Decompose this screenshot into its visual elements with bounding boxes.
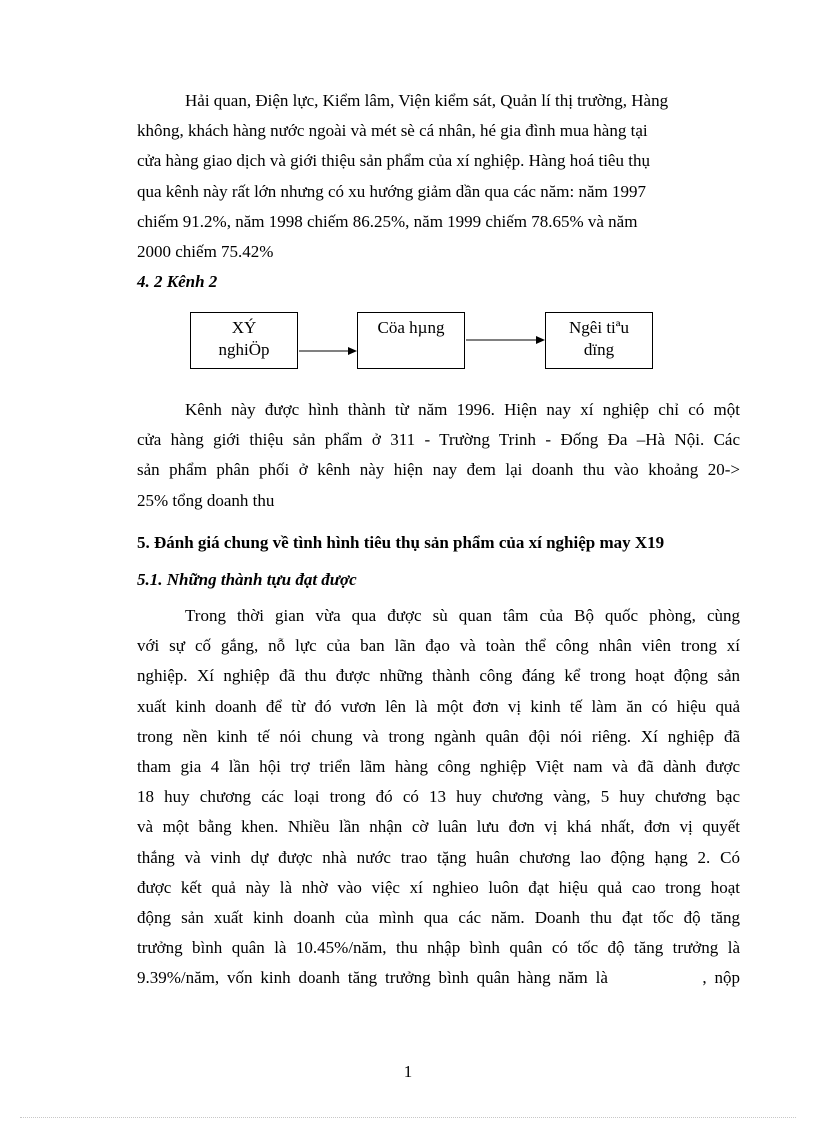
paragraph-channel-2 — [137, 395, 740, 516]
text-line: tham gia 4 lần hội trợ triển lãm hàng công nghiệp Việt nam và đã dành được — [137, 757, 740, 777]
text-line: Kênh này được hình thành từ năm 1996. Hiện nay xí nghiệp chỉ có một — [185, 400, 740, 419]
arrow-head-2 — [536, 336, 545, 344]
text-line: với sự cố gắng, nỗ lực của ban lãn đạo và toàn thể công nhân viên trong xí — [137, 636, 740, 656]
text-line: 18 huy chương các loại trong đó có 13 huy chương vàng, 5 huy chương bạc — [137, 787, 740, 807]
text-line: động sản xuất kinh doanh của mình qua các năm. Doanh thu đạt tốc độ tăng — [137, 908, 740, 928]
text-line: xuất kinh doanh để từ đó vươn lên là một đơn vị kinh tế làm ăn có hiệu quả — [137, 696, 740, 716]
text-line: sản phẩm phân phối ở kênh này hiện nay đem lại doanh thu vào khoảng 20-> — [137, 460, 740, 480]
section-heading-channel-2: 4. 2 Kênh 2 — [137, 272, 218, 291]
section-heading-5: 5. Đánh giá chung về tình hình tiêu thụ sản phẩm của xí nghiệp may X19 — [137, 533, 665, 552]
page-number: 1 — [403, 1062, 413, 1081]
text-line: Hải quan, Điện lực, Kiểm lâm, Viện kiểm sát, Quản lí thị trường, Hàng — [185, 91, 669, 110]
text-line: trong nền kinh tế nói chung và trong ngành quân đội nói riêng. Xí nghiệp đã — [137, 726, 740, 746]
text-line: qua kênh này rất lớn nhưng có xu hướng giảm dần qua các năm: năm 1997 — [137, 181, 646, 201]
text-line: 25% tổng doanh thu — [137, 490, 275, 510]
paragraph-achievements — [137, 601, 740, 994]
text-line: chiếm 91.2%, năm 1998 chiếm 86.25%, năm 1999 chiếm 78.65% và năm — [137, 211, 638, 231]
text-line: không, khách hàng nước ngoài và mét sè cá nhân, hé gia đình mua hàng tại — [137, 121, 648, 141]
text-line: và một bằng khen. Nhiều lần nhận cờ luân lưu đơn vị khá nhất, đơn vị quyết — [137, 817, 740, 837]
text-line: thắng và vinh dự được nhà nước trao tặng huân chương lao động hạng 2. Có — [137, 847, 740, 867]
arrow-head-1 — [348, 347, 357, 355]
text-line: 2000 chiếm 75.42% — [137, 242, 274, 262]
text-line: cửa hàng giới thiệu sản phẩm ở 311 - Trường Trinh - Đống Đa –Hà Nội. Các — [137, 430, 740, 450]
page-bottom-divider — [20, 1117, 796, 1118]
text-line: Trong thời gian vừa qua được sù quan tâm của Bộ quốc phòng, cùng — [185, 606, 740, 625]
box-store: Cöa hµng — [357, 312, 465, 369]
text-line: nghiệp. Xí nghiệp đã thu được những thành công đáng kể trong hoạt động sản — [137, 666, 740, 686]
text-line: 9.39%/năm, vốn kinh doanh tăng trưởng bình quân hàng năm là , nộp — [137, 968, 740, 988]
box-enterprise: XÝ nghiÖp — [190, 312, 298, 369]
box-consumer: Ngêi tiªu dïng — [545, 312, 653, 369]
text-line: cửa hàng giao dịch và giới thiệu sản phẩm của xí nghiệp. Hàng hoá tiêu thụ — [137, 151, 650, 171]
text-line: trưởng bình quân là 10.45%/năm, thu nhập bình quân có tốc độ tăng trưởng là — [137, 938, 740, 958]
text-line: được kết quả này là nhờ vào việc xí nghieo luôn đạt hiệu quả cao trong hoạt — [137, 877, 740, 897]
section-heading-5-1: 5.1. Những thành tựu đạt được — [137, 570, 357, 589]
